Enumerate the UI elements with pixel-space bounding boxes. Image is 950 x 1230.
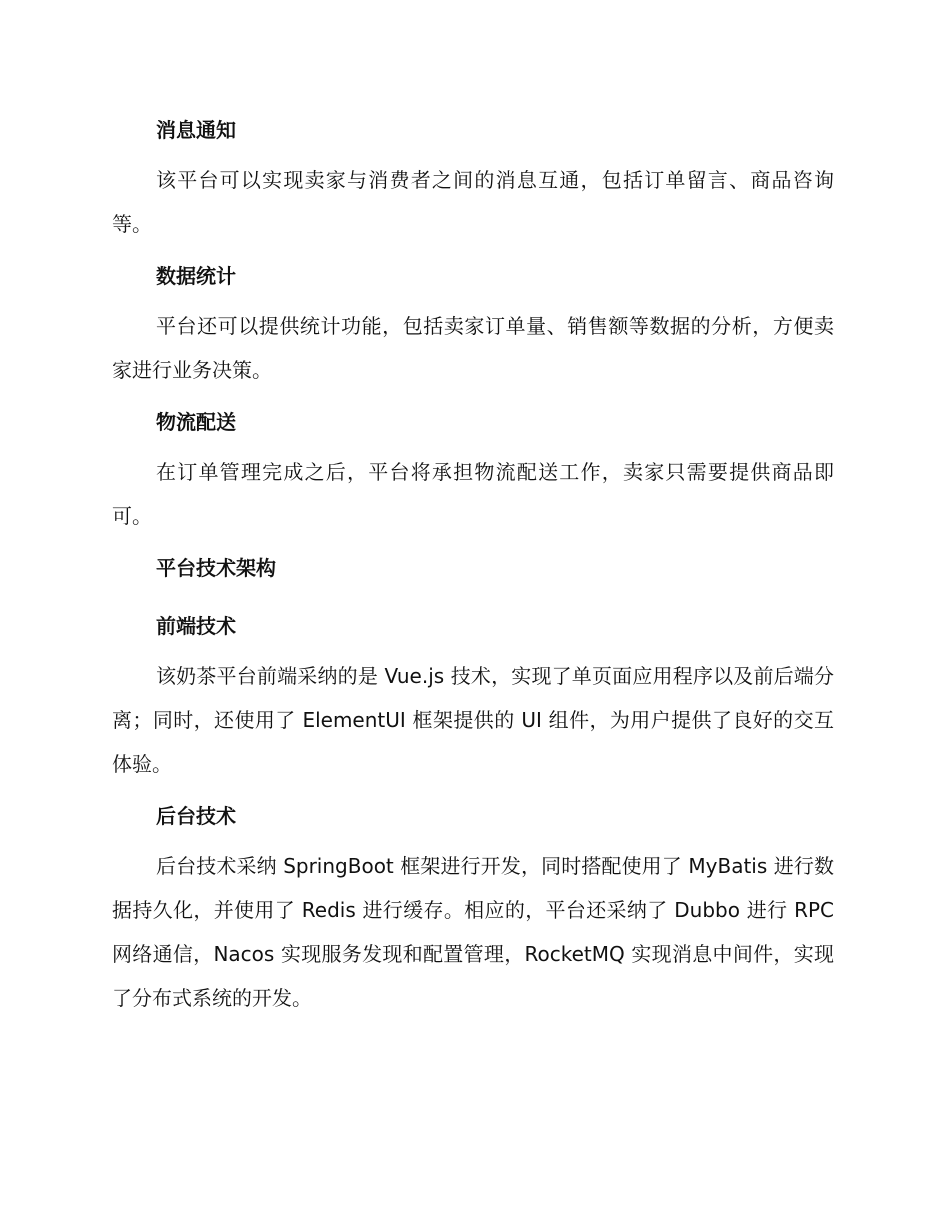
document-body bbox=[112, 114, 834, 1020]
section-paragraph-data-statistics: 平台还可以提供统计功能，包括卖家订单量、销售额等数据的分析，方便卖家进行业务决策。 bbox=[112, 314, 834, 382]
section-paragraph-message-notification: 该平台可以实现卖家与消费者之间的消息互通，包括订单留言、商品咨询等。 bbox=[112, 168, 834, 236]
section-heading-platform-architecture: 平台技术架构 bbox=[156, 556, 276, 580]
section-paragraph-backend-tech: 后台技术采纳 SpringBoot 框架进行开发，同时搭配使用了 MyBatis 进行数据持久化，并使用了 Redis 进行缓存。相应的，平台还采纳了 Dubbo 进行 RPC 网络通信，Nacos 实现服务发现和配置管理，RocketMQ 实现消息中间件，实现了分布式系统的开发。 bbox=[112, 854, 834, 1010]
section-paragraph-logistics: 在订单管理完成之后，平台将承担物流配送工作，卖家只需要提供商品即可。 bbox=[112, 460, 834, 528]
section-heading-message-notification: 消息通知 bbox=[156, 118, 236, 142]
section-heading-logistics: 物流配送 bbox=[156, 410, 236, 434]
section-heading-frontend-tech: 前端技术 bbox=[156, 614, 236, 638]
section-heading-data-statistics: 数据统计 bbox=[156, 264, 236, 288]
section-paragraph-frontend-tech: 该奶茶平台前端采纳的是 Vue.js 技术，实现了单页面应用程序以及前后端分离；同时，还使用了 ElementUI 框架提供的 UI 组件，为用户提供了良好的交互体验。 bbox=[112, 664, 834, 776]
section-heading-backend-tech: 后台技术 bbox=[156, 804, 236, 828]
